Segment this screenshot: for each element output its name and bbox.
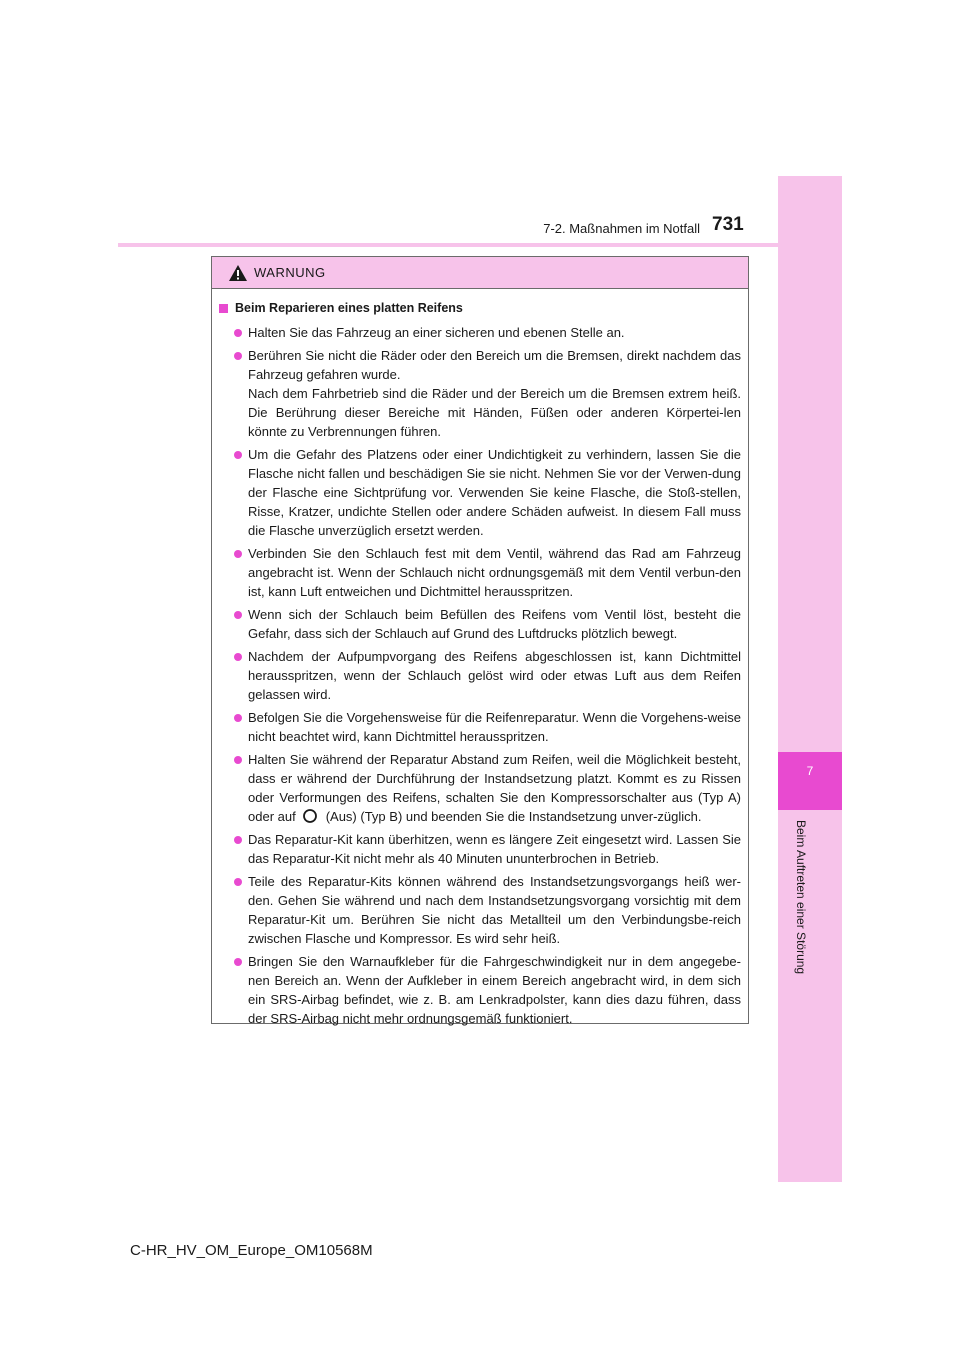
list-item-text: Halten Sie das Fahrzeug an einer sicheren und ebenen Stelle an. — [248, 325, 625, 340]
list-item — [219, 346, 741, 441]
chapter-number: 7 — [806, 764, 814, 778]
list-item — [219, 708, 741, 746]
list-item — [219, 605, 741, 643]
list-item — [219, 544, 741, 601]
chapter-title: Beim Auftreten einer Störung — [794, 820, 808, 975]
bullet-icon — [234, 878, 242, 886]
chapter-marker — [778, 752, 842, 810]
list-item-text: Bringen Sie den Warnaufkleber für die Fahrgeschwindigkeit nur in dem angegebe-nen Bereich an. Wenn der Aufkleber in einem Bereich angebracht wird, in dem sich ein SRS-Airbag befindet, wie z. B. am Lenkradpolster, kann dies dazu führen, dass der SRS-Airbag nicht mehr ordnungsgemäß funktioniert. — [248, 954, 741, 1026]
list-item-text-part: (Aus) (Typ B) und beenden Sie die Instandsetzung unver-züglich. — [325, 809, 702, 824]
square-bullet-icon — [219, 304, 228, 313]
warning-body — [212, 289, 748, 1028]
list-item — [219, 830, 741, 868]
power-off-icon — [302, 808, 318, 824]
bullet-icon — [234, 611, 242, 619]
section-heading — [219, 301, 741, 315]
list-item-text: Wenn sich der Schlauch beim Befüllen des Reifens vom Ventil löst, besteht die Gefahr, dass sich der Schlauch auf Grund des Luftdrucks plötzlich bewegt. — [248, 607, 741, 641]
bullet-icon — [234, 329, 242, 337]
bullet-icon — [234, 451, 242, 459]
warning-header — [212, 257, 748, 289]
list-item-text: Um die Gefahr des Platzens oder einer Undichtigkeit zu verhindern, lassen Sie die Flasche nicht fallen und beschädigen Sie sie nicht. Nehmen Sie vor der Verwen-dung der Flasche eine Sichtprüfung vor. Verwenden Sie keine Flasche, die Stoß-stellen, Risse, Kratzer, undichte Stellen oder andere Schäden aufweist. In diesem Fall muss die Flasche unverzüglich ersetzt werden. — [248, 447, 741, 538]
header-rule — [118, 243, 778, 247]
list-item-text — [248, 750, 741, 826]
page-number: 731 — [712, 214, 744, 235]
list-item — [219, 872, 741, 948]
list-item — [219, 323, 741, 342]
list-item-text: Befolgen Sie die Vorgehensweise für die Reifenreparatur. Wenn die Vorgehens-weise nicht beachtet wird, kann Dichtmittel herausspritzen. — [248, 710, 741, 744]
list-item-text: Das Reparatur-Kit kann überhitzen, wenn es längere Zeit eingesetzt wird. Lassen Sie das Reparatur-Kit nicht mehr als 40 Minuten ununterbrochen in Betrieb. — [248, 832, 741, 866]
bullet-icon — [234, 958, 242, 966]
chapter-side-tab — [778, 176, 842, 1182]
list-item — [219, 647, 741, 704]
bullet-icon — [234, 756, 242, 764]
section-heading-text: Beim Reparieren eines platten Reifens — [235, 301, 463, 315]
list-item-text: Teile des Reparatur-Kits können während des Instandsetzungsvorgangs heiß wer-den. Gehen Sie während und nach dem Instandsetzungsvorgang vorsichtig mit dem Reparatur-Kit um. Berühren Sie nicht das Metallteil um den Verbindungsbe-reich zwischen Flasche und Kompressor. Es wird sehr heiß. — [248, 874, 741, 946]
list-item-text: Berühren Sie nicht die Räder oder den Bereich um die Bremsen, direkt nachdem das Fahrzeug gefahren wurde. — [248, 348, 741, 382]
section-title: 7-2. Maßnahmen im Notfall — [543, 221, 700, 236]
bullet-icon — [234, 653, 242, 661]
list-item-text-part: Halten Sie während der Reparatur Abstand zum Reifen, weil die Möglichkeit besteht, dass er während der Durchführung der Instandsetzung platzt. Kommt es zu Rissen oder Verformungen des Reifens, schalten Sie den Kompressorschalter aus (Typ A) oder auf — [248, 752, 741, 824]
document-code: C-HR_HV_OM_Europe_OM10568M — [130, 1242, 373, 1259]
list-item — [219, 750, 741, 826]
bullet-icon — [234, 714, 242, 722]
list-item-text: Nach dem Fahrbetrieb sind die Räder und der Bereich um die Bremsen extrem heiß. Die Berührung dieser Bereiche mit Händen, Füßen oder anderen Körpertei-len könnte zu Verbrennungen führen. — [248, 386, 741, 439]
warning-box — [211, 256, 749, 1024]
list-item — [219, 952, 741, 1028]
list-item-text: Nachdem der Aufpumpvorgang des Reifens abgeschlossen ist, kann Dichtmittel herausspritzen, wenn der Schlauch gelöst wird oder etwas Luft aus dem Reifen gelassen wird. — [248, 649, 741, 702]
bullet-icon — [234, 836, 242, 844]
bullet-icon — [234, 550, 242, 558]
bullet-icon — [234, 352, 242, 360]
list-item — [219, 445, 741, 540]
list-item-text: Verbinden Sie den Schlauch fest mit dem Ventil, während das Rad am Fahrzeug angebracht ist. Wenn der Schlauch nicht ordnungsgemäß mit dem Ventil verbun-den ist, kann Luft entweichen und Dichtmittel herausspritzen. — [248, 546, 741, 599]
warning-title: WARNUNG — [254, 265, 326, 280]
warning-triangle-icon — [228, 264, 248, 282]
